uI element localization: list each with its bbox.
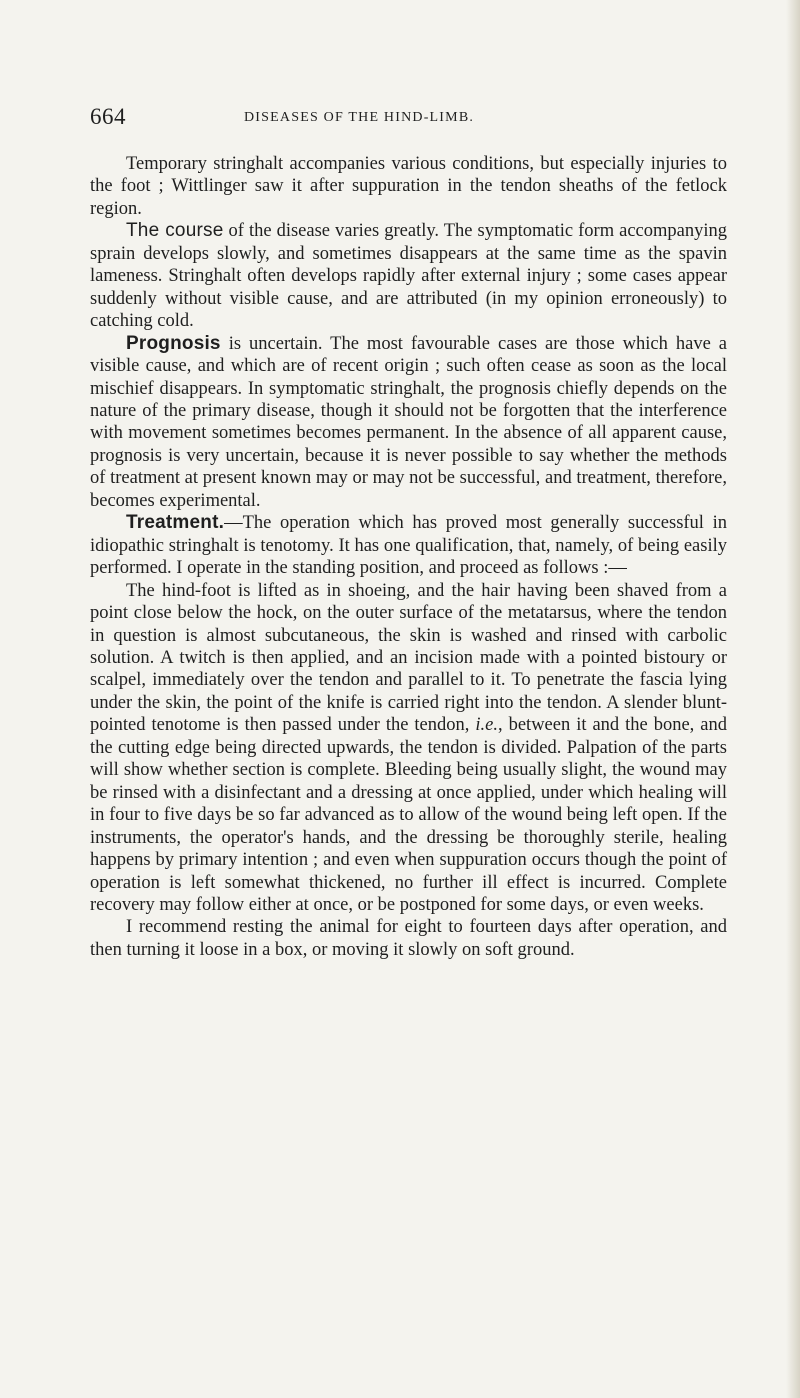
page-edge-shadow (786, 0, 800, 1398)
section-heading-prognosis: Prognosis (126, 332, 221, 354)
paragraph-prognosis (90, 333, 727, 513)
abbreviation-ie: i.e. (475, 715, 498, 736)
paragraph-text: is uncertain. The most favourable cases are those which have a visible cause, and which are of recent origin ; such often cease as soon as the local mischief disappears. In symptomatic stringhalt, the prognosis chiefly depends on the nature of the primary disease, though it should not be forgotten that the interference with movement sometimes becomes permanent. In the absence of all apparent cause, prognosis is very uncertain, because it is never possible to say whether the methods of treatment at present known may or may not be successful, and treatment, therefore, becomes experimental. (90, 333, 727, 511)
body-text (90, 153, 727, 961)
paragraph-text: , between it and the bone, and the cutting edge being directed upwards, the tendon is divided. Palpation of the parts will show whether section is complete. Bleeding being usually slight, the wound may be rinsed with a disinfectant and a dressing at once applied, under which healing will in four to five days be so far advanced as to allow of the wound being left open. If the instruments, the operator's hands, and the dressing be thoroughly sterile, healing happens by primary intention ; and even when suppuration occurs though the point of operation is left somewhat thickened, no further ill effect is incurred. Complete recovery may follow either at once, or be postponed for some days, or even weeks. (90, 715, 727, 915)
paragraph-temporary-stringhalt (90, 153, 727, 220)
paragraph-aftercare (90, 916, 727, 961)
paragraph-text: —The operation which has proved most generally successful in idiopathic stringhalt is tenotomy. It has one qualification, that, namely, of being easily performed. I operate in the standing position, and proceed as follows :— (90, 513, 727, 579)
paragraph-text: Temporary stringhalt accompanies various conditions, but especially injuries to the foot ; Wittlinger saw it after suppuration in the tendon sheaths of the fetlock region. (90, 154, 727, 219)
page-header (90, 104, 732, 134)
paragraph-text: of the disease varies greatly. The symptomatic form accompanying sprain develops slowly, and sometimes disappears at the same time as the spavin lameness. Stringhalt often develops rapidly after external injury ; some cases appear suddenly without visible cause, and are attributed (in my opinion erroneously) to catching cold. (90, 221, 728, 332)
paragraph-text: I recommend resting the animal for eight to fourteen days after operation, and then turning it loose in a box, or moving it slowly on soft ground. (90, 917, 727, 960)
running-head: DISEASES OF THE HIND-LIMB. (244, 110, 475, 125)
paragraph-course (90, 220, 727, 332)
section-heading-course: The course (126, 220, 224, 242)
paragraph-treatment (90, 512, 727, 579)
paragraph-text: The hind-foot is lifted as in shoeing, and the hair having been shaved from a point close below the hock, on the outer surface of the metatarsus, where the tendon in question is almost subcutaneous, the skin is washed and rinsed with carbolic solution. A twitch is then applied, and an incision made with a pointed bistoury or scalpel, immediately over the tendon and parallel to it. To penetrate the fascia lying under the skin, the point of the knife is carried right into the tendon. A slender blunt-pointed tenotome is then passed under the tendon, (90, 580, 727, 736)
section-heading-treatment: Treatment. (126, 512, 225, 534)
page-number: 664 (90, 104, 126, 129)
paragraph-procedure (90, 580, 727, 917)
